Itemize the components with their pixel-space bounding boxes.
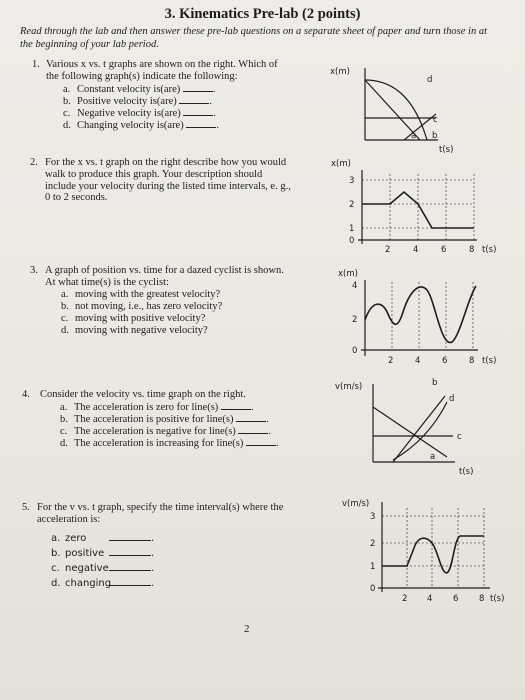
sub-text: positive (65, 548, 105, 559)
y-axis-label: x(m) (330, 67, 350, 77)
y-tick-label: 3 (349, 176, 355, 186)
question-text (45, 265, 284, 289)
sub-text: Negative velocity is(are) (77, 108, 181, 119)
grid-lines (392, 282, 473, 350)
sub-text: moving with the greatest velocity? (75, 289, 221, 300)
sub-text: Changing velocity is(are) (77, 120, 184, 131)
y-tick-label: 1 (349, 224, 355, 234)
answer-blank[interactable] (109, 562, 151, 571)
question-text (37, 502, 283, 526)
x-tick-label: 8 (469, 356, 475, 366)
answer-blank[interactable] (179, 95, 209, 104)
graph-q1 (330, 62, 490, 157)
y-tick-label: 4 (352, 281, 358, 291)
graph-q4 (335, 372, 500, 482)
sub-letter: a. (63, 84, 71, 95)
velocity-curve (382, 536, 484, 573)
question-line: the following graph(s) indicate the following: (46, 70, 238, 82)
question-number: 5. (22, 502, 30, 513)
x-tick-label: 4 (413, 245, 419, 255)
intro-text: Read through the lab and then answer these pre-lab questions on a separate sheet of paper and turn those in at the beginning of your lab period. (20, 26, 488, 50)
question-4 (22, 389, 322, 459)
sub-text: Positive velocity is(are) (77, 96, 177, 107)
curve-label-d: d (427, 75, 433, 85)
x-tick-label: 6 (453, 594, 459, 604)
graph-q5 (342, 494, 512, 604)
sub-letter: c. (61, 313, 69, 324)
question-2 (30, 157, 330, 212)
x-tick-label: 2 (402, 594, 408, 604)
sub-text: moving with positive velocity? (75, 313, 206, 324)
sub-item (61, 325, 208, 337)
graph-q2 (327, 156, 502, 254)
x-tick-label: 4 (415, 356, 421, 366)
sub-item: d. changing . (51, 578, 155, 589)
sub-text: The acceleration is zero for line(s) (74, 402, 219, 413)
x-tick-label: 8 (479, 594, 485, 604)
line-b (393, 396, 445, 462)
answer-blank[interactable] (109, 532, 151, 541)
sub-text: moving with negative velocity? (75, 325, 208, 336)
question-number: 2. (30, 157, 38, 168)
sub-item: c. The acceleration is negative for line(s) . (60, 426, 272, 437)
answer-blank[interactable] (183, 83, 213, 92)
question-number: 1. (32, 59, 40, 70)
curve-label-b: b (432, 378, 438, 388)
question-line: acceleration is: (37, 513, 101, 525)
x-tick-label: 2 (385, 245, 391, 255)
sub-letter: a. (61, 289, 69, 300)
y-axis-label: v(m/s) (342, 499, 370, 509)
x-tick-label: 2 (388, 356, 394, 366)
sub-letter: b. (61, 301, 69, 312)
question-line: For the x vs. t graph on the right describe how you would (45, 157, 287, 168)
grid-lines (382, 508, 484, 588)
page-title: 3. Kinematics Pre-lab (2 points) (164, 6, 361, 22)
page-number: 2 (244, 623, 250, 635)
x-axis-label: t(s) (459, 467, 474, 477)
answer-blank[interactable] (109, 547, 151, 556)
answer-blank[interactable] (238, 425, 268, 434)
sub-text: changing (65, 578, 112, 589)
sub-item: a. The acceleration is zero for line(s) . (60, 402, 254, 413)
curve-label-c: c (433, 115, 438, 125)
x-axis-label: t(s) (490, 594, 505, 604)
sub-text: The acceleration is increasing for line(s) (74, 438, 244, 449)
y-tick-label: 0 (370, 584, 376, 594)
curve-label-a: a (411, 131, 417, 141)
y-tick-label: 3 (370, 512, 376, 522)
x-tick-label: 6 (441, 245, 447, 255)
sub-item (61, 313, 205, 325)
sub-item: d. The acceleration is increasing for line(s) . (60, 438, 279, 449)
question-line: At what time(s) is the cyclist: (45, 276, 169, 288)
sub-item: a. Constant velocity is(are) . (63, 84, 216, 95)
answer-blank[interactable] (221, 401, 251, 410)
question-line: 0 to 2 seconds. (45, 192, 108, 204)
y-tick-label: 0 (352, 346, 358, 356)
sub-letter: a. (51, 533, 61, 544)
question-text (46, 59, 278, 83)
y-axis-label: x(m) (338, 269, 358, 279)
sub-letter: b. (51, 548, 61, 559)
sub-letter: c. (63, 108, 71, 119)
sub-letter: d. (51, 578, 61, 589)
position-curve (365, 286, 476, 343)
x-axis-label: t(s) (439, 145, 454, 155)
answer-blank[interactable] (183, 107, 213, 116)
sub-text: The acceleration is negative for line(s) (74, 426, 236, 437)
question-text (45, 157, 291, 204)
y-tick-label: 2 (370, 539, 376, 549)
line-a (373, 407, 447, 457)
question-text (40, 389, 246, 401)
sub-item: a. zero . (51, 533, 155, 544)
y-tick-label: 1 (370, 562, 376, 572)
sub-item (61, 289, 220, 301)
y-tick-label: 0 (349, 236, 355, 246)
question-line: For the v vs. t graph, specify the time interval(s) where the (37, 502, 284, 513)
question-line: include your velocity during the listed time intervals, e. g., (45, 180, 291, 192)
sub-text: The acceleration is positive for line(s) (74, 414, 234, 425)
answer-blank[interactable] (186, 119, 216, 128)
sub-letter: b. (63, 96, 71, 107)
question-1 (32, 59, 332, 139)
x-tick-label: 8 (469, 245, 475, 255)
sub-letter: d. (63, 120, 71, 131)
curve-label-c: c (457, 432, 462, 442)
question-number: 4. (22, 389, 30, 400)
grid-lines (362, 174, 474, 240)
y-tick-label: 2 (349, 200, 355, 210)
question-line: Various x vs. t graphs are shown on the right. Which of (46, 59, 278, 70)
sub-item: d. Changing velocity is(are) . (63, 120, 219, 131)
x-tick-label: 6 (442, 356, 448, 366)
sub-item: c. Negative velocity is(are) . (63, 108, 217, 119)
question-line: walk to produce this graph. Your description should (45, 168, 263, 180)
sub-letter: d. (60, 438, 68, 449)
sub-item (61, 301, 222, 313)
sub-text: zero (65, 533, 87, 544)
sub-item: b. Positive velocity is(are) . (63, 96, 212, 107)
y-axis-label: v(m/s) (335, 382, 363, 392)
x-tick-label: 4 (427, 594, 433, 604)
x-axis-label: t(s) (482, 356, 497, 366)
graph-q3 (330, 266, 505, 366)
answer-blank[interactable] (236, 413, 266, 422)
sub-letter: d. (61, 325, 69, 336)
question-3 (30, 265, 330, 345)
question-line: A graph of position vs. time for a dazed cyclist is shown. (45, 265, 284, 276)
sub-text: negative (65, 563, 109, 574)
question-5 (22, 502, 352, 592)
curve-label-a: a (430, 452, 436, 462)
answer-blank[interactable] (246, 437, 276, 446)
question-number: 3. (30, 265, 38, 276)
question-line: Consider the velocity vs. time graph on the right. (40, 389, 246, 400)
sub-item: c. negative . (51, 563, 155, 574)
sub-letter: c. (51, 563, 60, 574)
y-axis-label: x(m) (331, 159, 351, 169)
sub-item: b. The acceleration is positive for line(s) . (60, 414, 269, 425)
sub-letter: b. (60, 414, 68, 425)
answer-blank[interactable] (109, 577, 151, 586)
sub-letter: a. (60, 402, 68, 413)
curve-label-b: b (432, 131, 438, 141)
sub-text: not moving, i.e., has zero velocity? (75, 301, 223, 312)
sub-text: Constant velocity is(are) (77, 84, 181, 95)
y-tick-label: 2 (352, 315, 358, 325)
curve-d (365, 80, 427, 140)
x-axis-label: t(s) (482, 245, 497, 255)
sub-letter: c. (60, 426, 68, 437)
curve-label-d: d (449, 394, 455, 404)
sub-item: b. positive . (51, 548, 155, 559)
